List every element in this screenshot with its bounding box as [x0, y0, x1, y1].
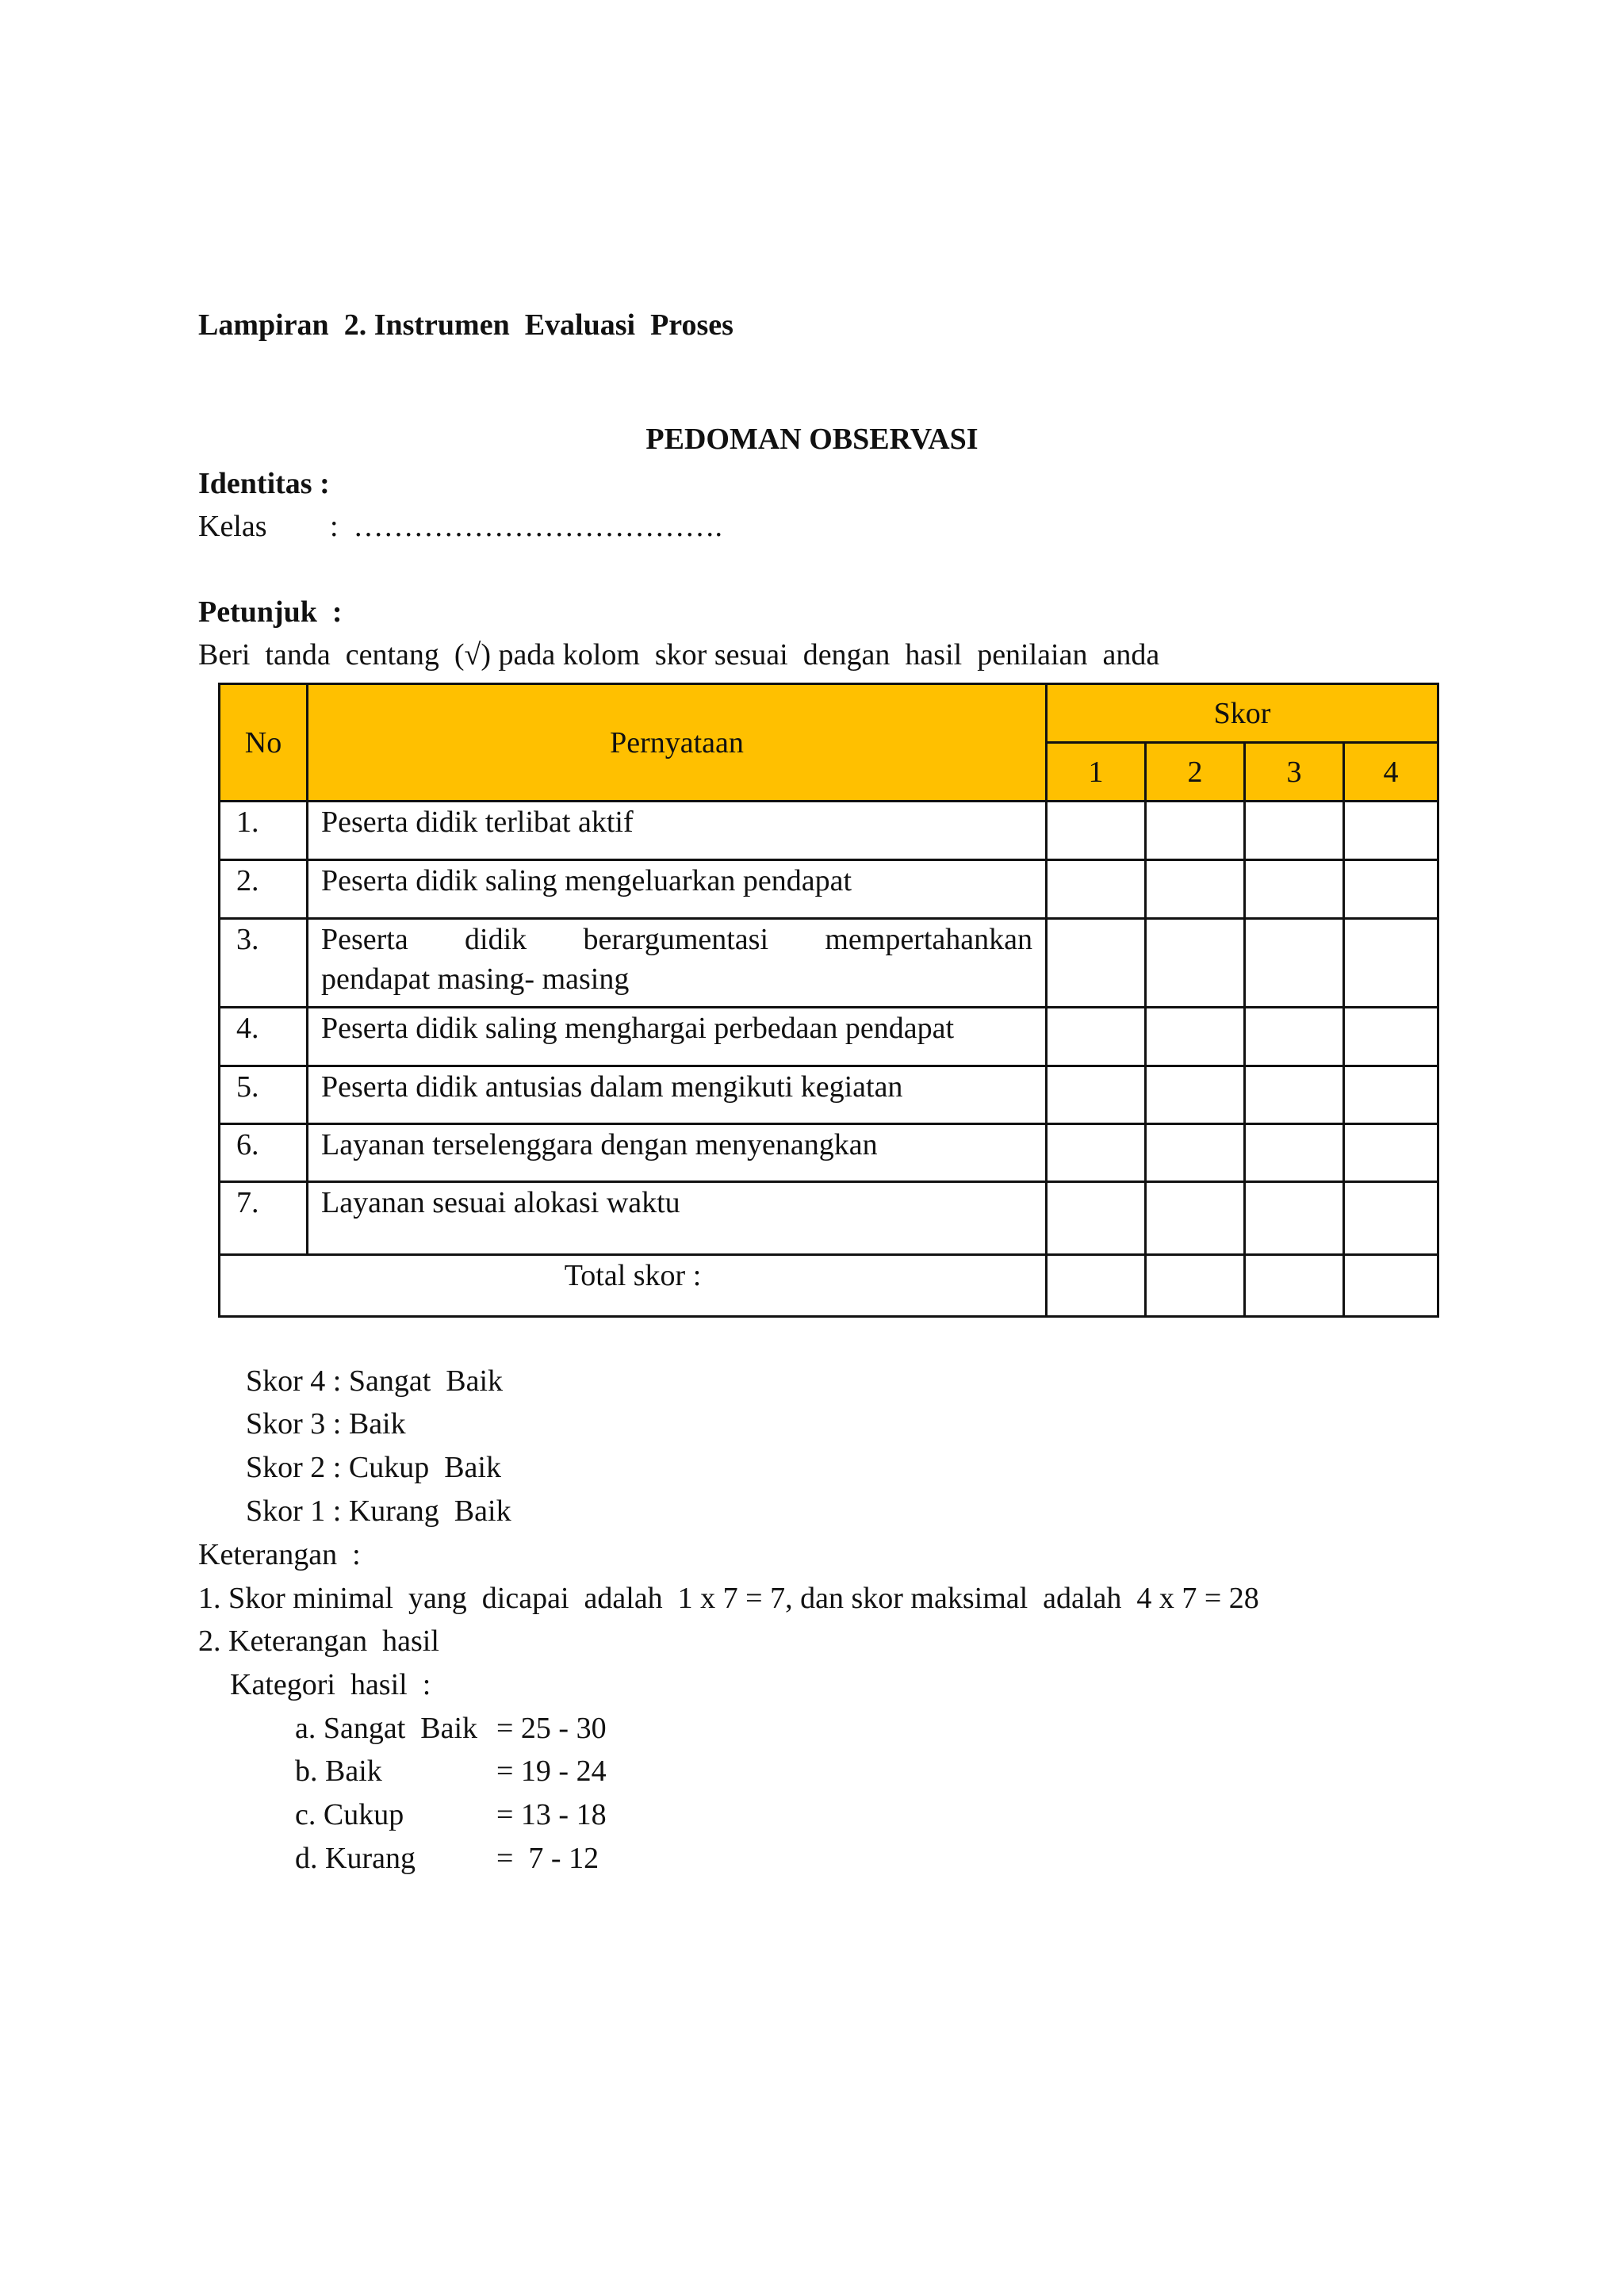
- header-skor: [1045, 683, 1439, 744]
- total-score-cell-3[interactable]: [1243, 1253, 1345, 1318]
- header-skor-label: Skor: [1213, 696, 1271, 730]
- score-cell-1[interactable]: [1045, 859, 1147, 920]
- category-value: = 13 - 18: [496, 1798, 607, 1831]
- score-cell-3[interactable]: [1243, 1181, 1345, 1256]
- score-cell-4[interactable]: [1342, 1006, 1439, 1067]
- legend-skor-3: Skor 3 : Baik: [246, 1407, 406, 1441]
- category-label: b. Baik: [295, 1755, 382, 1788]
- observation-table: [218, 683, 1439, 1318]
- header-skor-3: [1243, 741, 1345, 802]
- table-row-number: 7.: [218, 1181, 308, 1256]
- table-row-number: 2.: [218, 859, 308, 920]
- score-cell-2[interactable]: [1144, 917, 1246, 1008]
- statement-line-2: pendapat masing- masing: [321, 962, 630, 996]
- header-skor-1: [1045, 741, 1147, 802]
- category-value: = 19 - 24: [496, 1755, 607, 1788]
- score-cell-1[interactable]: [1045, 917, 1147, 1008]
- score-cell-3[interactable]: [1243, 1123, 1345, 1183]
- score-cell-1[interactable]: [1045, 1181, 1147, 1256]
- skor-col-label: 1: [1088, 755, 1104, 789]
- note-result-info: 2. Keterangan hasil: [198, 1624, 439, 1658]
- category-value: = 7 - 12: [496, 1842, 599, 1875]
- skor-col-label: 2: [1187, 755, 1203, 789]
- header-pernyataan-label: Pernyataan: [610, 725, 744, 760]
- kelas-label: Kelas: [198, 510, 267, 543]
- petunjuk-text: Beri tanda centang (√) pada kolom skor sesuai dengan hasil penilaian anda: [198, 638, 1160, 672]
- total-score-cell-2[interactable]: [1144, 1253, 1246, 1318]
- score-cell-4[interactable]: [1342, 1123, 1439, 1183]
- score-cell-4[interactable]: [1342, 800, 1439, 861]
- keterangan-heading: Keterangan :: [198, 1538, 361, 1571]
- legend-skor-4: Skor 4 : Sangat Baik: [246, 1364, 504, 1398]
- score-cell-4[interactable]: [1342, 917, 1439, 1008]
- score-cell-4[interactable]: [1342, 1181, 1439, 1256]
- total-score-cell-4[interactable]: [1342, 1253, 1439, 1318]
- category-value: = 25 - 30: [496, 1712, 607, 1745]
- score-cell-1[interactable]: [1045, 1006, 1147, 1067]
- table-row-number: 6.: [218, 1123, 308, 1183]
- table-row-number: 5.: [218, 1065, 308, 1125]
- score-cell-2[interactable]: [1144, 859, 1246, 920]
- table-row-statement: [306, 917, 1048, 1008]
- category-label: a. Sangat Baik: [295, 1712, 478, 1745]
- table-row-statement: Peserta didik terlibat aktif: [306, 800, 1048, 861]
- header-no-label: No: [244, 725, 282, 760]
- score-cell-1[interactable]: [1045, 800, 1147, 861]
- table-row-number: 4.: [218, 1006, 308, 1067]
- score-cell-3[interactable]: [1243, 917, 1345, 1008]
- score-cell-2[interactable]: [1144, 800, 1246, 861]
- identity-heading: Identitas :: [198, 467, 330, 500]
- score-cell-3[interactable]: [1243, 1065, 1345, 1125]
- table-row-number: 3.: [218, 917, 308, 1008]
- score-cell-2[interactable]: [1144, 1006, 1246, 1067]
- petunjuk-heading: Petunjuk :: [198, 595, 343, 629]
- skor-col-label: 3: [1286, 755, 1302, 789]
- table-row-statement: Layanan sesuai alokasi waktu: [306, 1181, 1048, 1256]
- score-cell-3[interactable]: [1243, 859, 1345, 920]
- header-skor-2: [1144, 741, 1246, 802]
- score-cell-2[interactable]: [1144, 1181, 1246, 1256]
- score-cell-3[interactable]: [1243, 800, 1345, 861]
- header-pernyataan: [306, 683, 1048, 802]
- score-cell-4[interactable]: [1342, 1065, 1439, 1125]
- score-cell-3[interactable]: [1243, 1006, 1345, 1067]
- total-score-cell-1[interactable]: [1045, 1253, 1147, 1318]
- header-skor-4: [1342, 741, 1439, 802]
- document-title: Lampiran 2. Instrumen Evaluasi Proses: [198, 308, 733, 342]
- skor-col-label: 4: [1383, 755, 1399, 789]
- total-score-label-cell: [218, 1253, 1048, 1318]
- score-cell-2[interactable]: [1144, 1123, 1246, 1183]
- header-no: [218, 683, 308, 802]
- note-score-range: 1. Skor minimal yang dicapai adalah 1 x 7 = 7, dan skor maksimal adalah 4 x 7 = 28: [198, 1582, 1259, 1615]
- legend-skor-2: Skor 2 : Cukup Baik: [246, 1451, 501, 1484]
- kategori-heading: Kategori hasil :: [230, 1668, 431, 1701]
- table-row-statement: Peserta didik antusias dalam mengikuti kegiatan: [306, 1065, 1048, 1125]
- legend-skor-1: Skor 1 : Kurang Baik: [246, 1494, 511, 1528]
- table-row-statement: Peserta didik saling menghargai perbedaan pendapat: [306, 1006, 1048, 1067]
- kelas-value: : ……………………………….: [330, 510, 723, 543]
- score-cell-2[interactable]: [1144, 1065, 1246, 1125]
- score-cell-1[interactable]: [1045, 1123, 1147, 1183]
- category-label: c. Cukup: [295, 1798, 404, 1831]
- total-score-label: Total skor :: [564, 1259, 702, 1292]
- score-cell-1[interactable]: [1045, 1065, 1147, 1125]
- score-cell-4[interactable]: [1342, 859, 1439, 920]
- category-label: d. Kurang: [295, 1842, 416, 1875]
- form-heading: PEDOMAN OBSERVASI: [645, 423, 979, 456]
- table-row-statement: Peserta didik saling mengeluarkan pendapat: [306, 859, 1048, 920]
- table-row-number: 1.: [218, 800, 308, 861]
- table-row-statement: Layanan terselenggara dengan menyenangkan: [306, 1123, 1048, 1183]
- statement-line-1: Peserta didik berargumentasi mempertahankan: [321, 923, 1032, 956]
